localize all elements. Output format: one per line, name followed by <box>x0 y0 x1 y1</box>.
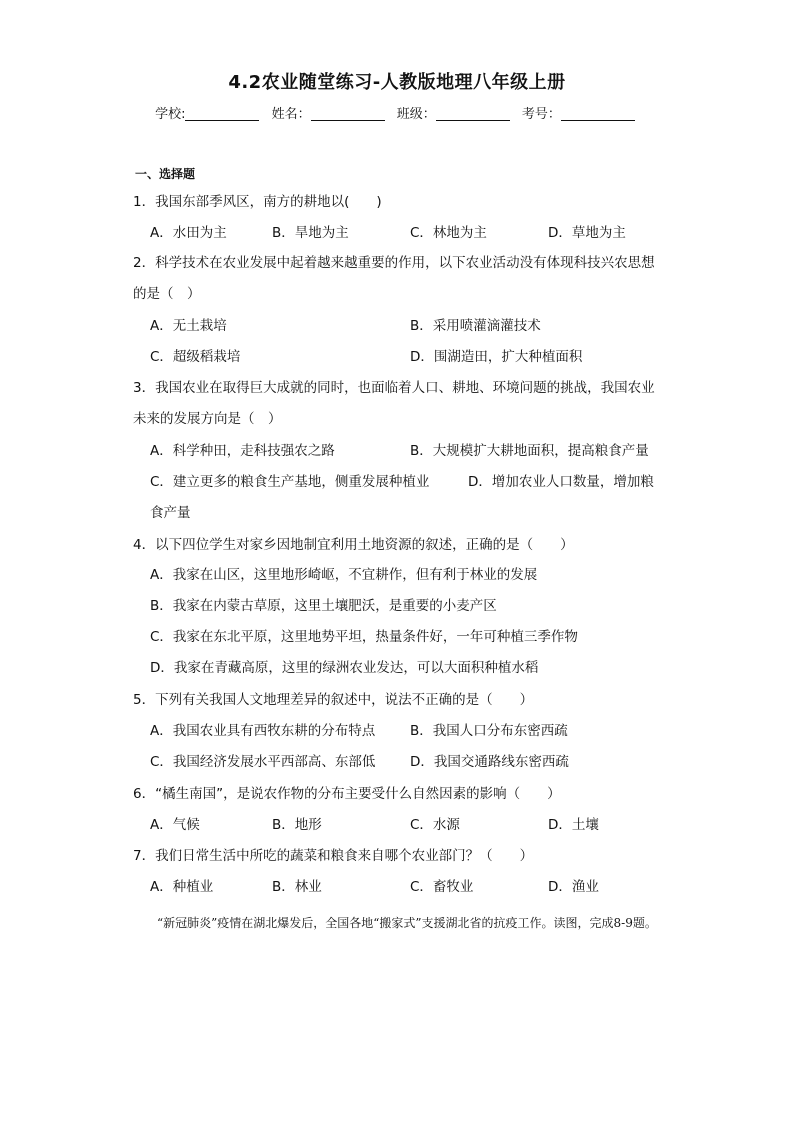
question-stem: 5．下列有关我国人文地理差异的叙述中，说法不正确的是（ ） <box>133 692 534 708</box>
school-field <box>155 103 263 122</box>
option-b: B．采用喷灌滴灌技术 <box>410 318 541 334</box>
option-a: A．种植业 <box>150 879 214 895</box>
school-blank[interactable] <box>185 106 259 121</box>
option-b: B．我国人口分布东密西疏 <box>410 723 568 739</box>
option-c: C．超级稻栽培 <box>150 349 241 365</box>
exam-number-label: 考号： <box>521 107 561 122</box>
option-d: D．渔业 <box>548 879 599 895</box>
option-c: C．水源 <box>410 817 460 833</box>
exam-number-blank[interactable] <box>561 106 635 121</box>
name-label: 姓名： <box>271 107 311 122</box>
section-heading: 一、选择题 <box>135 167 196 181</box>
option-b: B．我家在内蒙古草原，这里土壤肥沃，是重要的小麦产区 <box>150 598 497 614</box>
option-b: B．旱地为主 <box>272 225 349 241</box>
option-a: A．无土栽培 <box>150 318 227 334</box>
question-stem: 3．我国农业在取得巨大成就的同时，也面临着人口、耕地、环境问题的挑战，我国农业未来的发展方向是（ ） <box>133 380 655 427</box>
question-stem: 1．我国东部季风区，南方的耕地以( ) <box>133 194 382 210</box>
option-d: D．我家在青藏高原，这里的绿洲农业发达，可以大面积种植水稻 <box>150 660 539 676</box>
option-c: C．我家在东北平原，这里地势平坦，热量条件好，一年可种植三季作物 <box>150 629 578 645</box>
option-c: C．我国经济发展水平西部高、东部低 <box>150 754 376 770</box>
option-d: D．我国交通路线东密西疏 <box>410 754 569 770</box>
class-field <box>397 103 514 122</box>
option-c: C．畜牧业 <box>410 879 474 895</box>
option-a: A．科学种田，走科技强农之路 <box>150 443 335 459</box>
school-label: 学校: <box>155 107 186 122</box>
name-blank[interactable] <box>311 106 385 121</box>
option-d: D．土壤 <box>548 817 599 833</box>
exam-number-field <box>522 103 639 122</box>
option-d-continued: 食产量 <box>150 505 191 521</box>
option-a: A．我家在山区，这里地形崎岖，不宜耕作，但有利于林业的发展 <box>150 567 538 583</box>
option-d: D．草地为主 <box>548 225 626 241</box>
option-a: A．水田为主 <box>150 225 227 241</box>
question-stem: 2．科学技术在农业发展中起着越来越重要的作用，以下农业活动没有体现科技兴农思想的是（ ） <box>133 255 655 302</box>
option-a: A．气候 <box>150 817 200 833</box>
option-c: C．林地为主 <box>410 225 487 241</box>
option-d: D．增加农业人口数量，增加粮 <box>468 474 654 490</box>
option-b: B．大规模扩大耕地面积，提高粮食产量 <box>410 443 649 459</box>
option-b: B．林业 <box>272 879 322 895</box>
option-c: C．建立更多的粮食生产基地，侧重发展种植业 <box>150 474 430 490</box>
class-blank[interactable] <box>436 106 510 121</box>
option-b: B．地形 <box>272 817 322 833</box>
name-field <box>272 103 389 122</box>
question-stem: 4．以下四位学生对家乡因地制宜利用土地资源的叙述，正确的是（ ） <box>133 537 574 553</box>
option-d: D．围湖造田，扩大种植面积 <box>410 349 583 365</box>
option-a: A．我国农业具有西牧东耕的分布特点 <box>150 723 376 739</box>
question-stem: 6．“橘生南国”，是说农作物的分布主要受什么自然因素的影响（ ） <box>133 786 561 802</box>
class-label: 班级： <box>396 107 436 122</box>
page-title: 4.2农业随堂练习-人教版地理八年级上册 <box>228 72 566 93</box>
student-info-row <box>0 103 794 122</box>
reading-passage: “新冠肺炎”疫情在湖北爆发后，全国各地“搬家式”支援湖北省的抗疫工作。读图，完成8-9题。 <box>157 916 657 930</box>
question-stem: 7．我们日常生活中所吃的蔬菜和粮食来自哪个农业部门？（ ） <box>133 848 534 864</box>
